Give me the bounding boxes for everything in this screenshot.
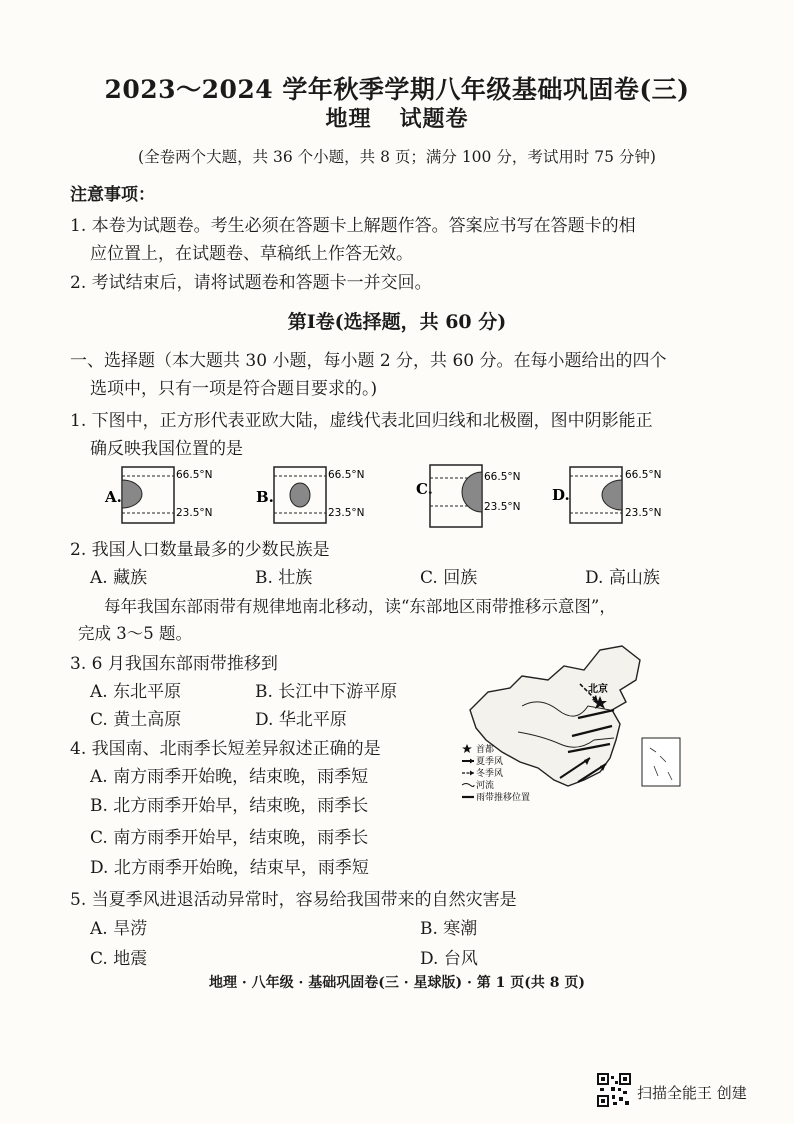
q1-option-b-label: B. <box>256 488 274 506</box>
q1-option-b-figure[interactable] <box>256 462 386 532</box>
q4-option-c[interactable]: C. 南方雨季开始早，结束晚，雨季长 <box>90 828 369 848</box>
q5-option-a[interactable]: A. 旱涝 <box>90 919 148 939</box>
section-intro: 一、选择题（本大题共 30 小题，每小题 2 分，共 60 分。在每小题给出的四个 <box>70 351 667 371</box>
lat-66: 66.5°N <box>328 469 365 481</box>
south-china-sea-inset <box>642 738 680 786</box>
lat-66: 66.5°N <box>484 471 521 483</box>
section-intro-cont: 选项中，只有一项是符合题目要求的。) <box>90 379 378 399</box>
passage-text: 每年我国东部雨带有规律地南北移动，读“东部地区雨带推移示意图”， <box>104 597 616 616</box>
shaded-region <box>602 480 622 510</box>
legend-winter-monsoon: 冬季风 <box>476 769 504 779</box>
q1-option-a-figure[interactable] <box>100 462 230 532</box>
q4-option-b[interactable]: B. 北方雨季开始早，结束晚，雨季长 <box>90 796 369 816</box>
note-item-1-cont: 应位置上，在试题卷、草稿纸上作答无效。 <box>90 244 413 264</box>
q2-option-a[interactable]: A. 藏族 <box>90 568 148 588</box>
passage-text-cont: 完成 3～5 题。 <box>78 624 192 643</box>
lat-23: 23.5°N <box>176 507 213 519</box>
q5-option-c[interactable]: C. 地震 <box>90 949 148 969</box>
q3-option-a[interactable]: A. 东北平原 <box>90 682 182 702</box>
section-title: 第Ⅰ卷(选择题，共 60 分) <box>287 311 507 333</box>
shaded-region <box>122 480 142 508</box>
capital-label: 北京 <box>588 684 608 695</box>
q2-stem: 2. 我国人口数量最多的少数民族是 <box>70 540 330 560</box>
scanner-watermark: 扫描全能王 创建 <box>637 1084 747 1102</box>
q2-option-b[interactable]: B. 壮族 <box>255 568 313 588</box>
exam-title: 2023～2024 学年秋季学期八年级基础巩固卷(三) <box>104 75 690 104</box>
q1-stem: 1. 下图中，正方形代表亚欧大陆，虚线代表北回归线和北极圈，图中阴影能正 <box>70 411 653 431</box>
lat-66: 66.5°N <box>625 469 662 481</box>
q4-option-a[interactable]: A. 南方雨季开始晚，结束晚，雨季短 <box>90 767 369 787</box>
shaded-region <box>290 483 310 507</box>
subject-label: 地理 <box>325 106 372 132</box>
q3-option-c[interactable]: C. 黄土高原 <box>90 710 182 730</box>
q4-stem: 4. 我国南、北雨季长短差异叙述正确的是 <box>70 739 381 759</box>
lat-23: 23.5°N <box>484 501 521 513</box>
q1-option-d-figure[interactable] <box>552 462 682 532</box>
q3-option-d[interactable]: D. 华北平原 <box>255 710 347 730</box>
q1-option-d-label: D. <box>552 486 570 504</box>
paper-label: 试题卷 <box>399 106 469 132</box>
legend-rain-belt: 雨带推移位置 <box>476 793 531 803</box>
lat-66: 66.5°N <box>176 469 213 481</box>
exam-subtitle <box>0 102 794 133</box>
q2-option-c[interactable]: C. 回族 <box>420 568 478 588</box>
q5-option-d[interactable]: D. 台风 <box>420 949 478 969</box>
note-item-1: 1. 本卷为试题卷。考生必须在答题卡上解题作答。答案应书写在答题卡的相 <box>70 216 636 236</box>
q1-option-c-label: C. <box>416 480 433 498</box>
q5-stem: 5. 当夏季风进退活动异常时，容易给我国带来的自然灾害是 <box>70 890 517 910</box>
lat-23: 23.5°N <box>625 507 662 519</box>
q5-option-b[interactable]: B. 寒潮 <box>420 919 478 939</box>
q3-option-b[interactable]: B. 长江中下游平原 <box>255 682 398 702</box>
legend-summer-monsoon: 夏季风 <box>476 757 504 767</box>
q3-stem: 3. 6 月我国东部雨带推移到 <box>70 654 278 674</box>
rain-belt-map <box>460 640 690 820</box>
legend-capital: 首都 <box>476 745 495 755</box>
page-footer: 地理 · 八年级 · 基础巩固卷(三 · 星球版) · 第 1 页(共 8 页) <box>209 975 585 991</box>
qr-code-icon <box>597 1073 631 1107</box>
q1-option-a-label: A. <box>105 488 122 506</box>
notes-heading: 注意事项： <box>70 185 155 205</box>
q2-option-d[interactable]: D. 高山族 <box>585 568 660 588</box>
exam-info: (全卷两个大题，共 36 个小题，共 8 页；满分 100 分，考试用时 75 分钟) <box>138 148 656 166</box>
q4-option-d[interactable]: D. 北方雨季开始晚，结束早，雨季短 <box>90 858 369 878</box>
lat-23: 23.5°N <box>328 507 365 519</box>
q1-stem-cont: 确反映我国位置的是 <box>90 439 243 459</box>
legend-river: 河流 <box>476 781 495 791</box>
q1-option-c-figure[interactable] <box>414 462 544 532</box>
note-item-2: 2. 考试结束后，请将试题卷和答题卡一并交回。 <box>70 273 432 293</box>
